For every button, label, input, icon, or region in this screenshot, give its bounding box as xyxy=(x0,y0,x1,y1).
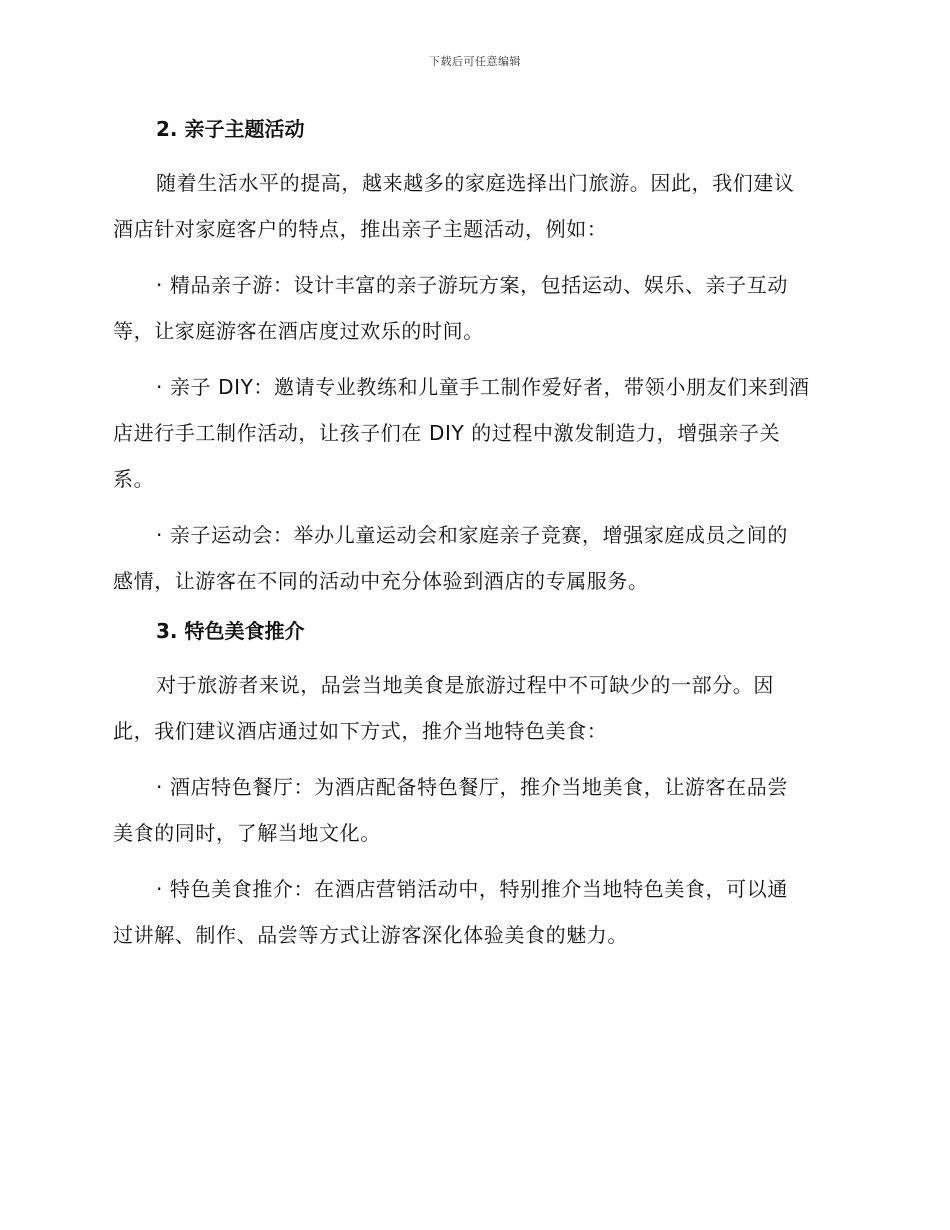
bullet-item-family-tour: · 精品亲子游：设计丰富的亲子游玩方案，包括运动、娱乐、亲子互动 等，让家庭游客在酒店度过欢乐的时间。 xyxy=(113,273,788,343)
section-intro-local-food: 对于旅游者来说，品尝当地美食是旅游过程中不可缺少的一部分。因 此，我们建议酒店通过如下方式，推介当地特色美食： xyxy=(113,673,774,743)
bullet-item-food-promotion: · 特色美食推介：在酒店营销活动中，特别推介当地特色美食，可以通 过讲解、制作、品尝等方式让游客深化体验美食的魅力。 xyxy=(113,877,788,947)
page-header-note: 下载后可任意编辑 xyxy=(429,55,521,68)
bullet-item-family-diy: · 亲子 DIY：邀请专业教练和儿童手工制作爱好者，带领小朋友们来到酒 店进行手工制作活动，让孩子们在 DIY 的过程中激发制造力，增强亲子关 系。 xyxy=(113,375,810,491)
bullet-item-restaurant: · 酒店特色餐厅：为酒店配备特色餐厅，推介当地美食，让游客在品尝 美食的同时，了解当地文化。 xyxy=(113,775,788,845)
bullet-item-family-sports: · 亲子运动会：举办儿童运动会和家庭亲子竞赛，增强家庭成员之间的 感情，让游客在不同的活动中充分体验到酒店的专属服务。 xyxy=(113,523,788,593)
document-body xyxy=(113,110,839,958)
section-intro-family-activities: 随着生活水平的提高，越来越多的家庭选择出门旅游。因此，我们建议 酒店针对家庭客户的特点，推出亲子主题活动，例如： xyxy=(113,171,795,241)
section-heading-local-food: 3. 特色美食推介 xyxy=(156,619,305,643)
section-heading-family-activities: 2. 亲子主题活动 xyxy=(156,117,305,141)
